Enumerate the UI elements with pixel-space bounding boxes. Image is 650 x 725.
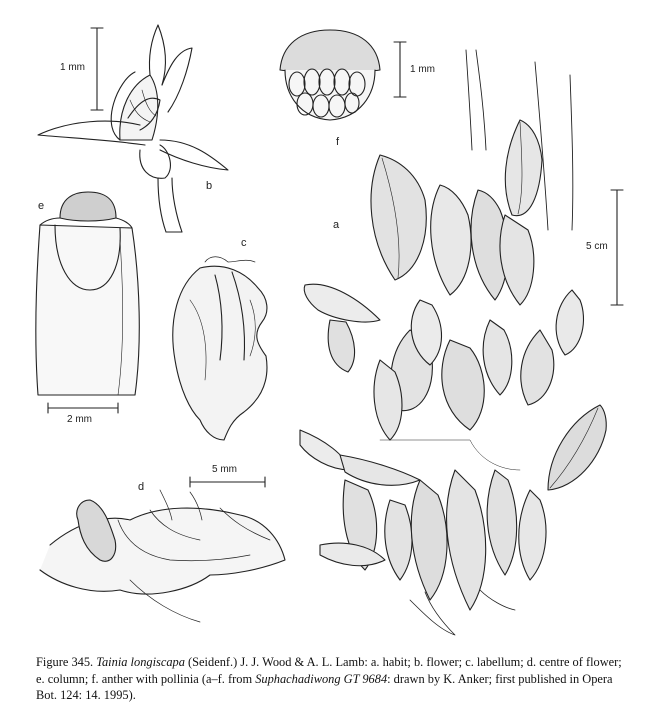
scale-bar-a — [611, 190, 623, 305]
caption-credit: : drawn by K. Anker; first published in Opera Bot. 124: 14. 1995). — [36, 671, 613, 702]
scale-label-d: 5 mm — [212, 464, 237, 475]
figure-caption — [36, 654, 626, 704]
labellum-drawing-c — [173, 257, 267, 440]
scale-label-b: 1 mm — [60, 62, 85, 73]
caption-specimen: Suphachadiwong GT 9684 — [255, 671, 388, 686]
scale-label-e: 2 mm — [67, 414, 92, 425]
panel-label-b: b — [206, 180, 213, 192]
panel-label-d: d — [138, 481, 145, 493]
anther-drawing-f — [280, 30, 380, 120]
scale-bar-d — [190, 477, 265, 487]
panel-label-f: f — [336, 136, 340, 148]
scale-bar-b — [91, 28, 103, 110]
habit-drawing-a — [300, 50, 606, 635]
scale-bar-f — [394, 42, 406, 97]
scale-label-a: 5 cm — [586, 241, 608, 252]
panel-label-a: a — [333, 219, 340, 231]
panel-label-e: e — [38, 200, 45, 212]
scale-label-f: 1 mm — [410, 64, 435, 75]
flower-centre-drawing-d — [40, 490, 285, 622]
caption-description: (Seidenf.) J. J. Wood & A. L. Lamb: a. habit; b. flower; c. labellum; d. centre of flower; e. column; f. anther with pollinia (a–f. from — [36, 655, 622, 686]
column-drawing-e — [36, 192, 139, 395]
scale-bar-e — [48, 403, 118, 413]
panel-label-c: c — [241, 237, 247, 249]
caption-prefix: Figure 345. — [36, 655, 97, 669]
caption-species: Tainia longiscapa — [96, 655, 185, 669]
